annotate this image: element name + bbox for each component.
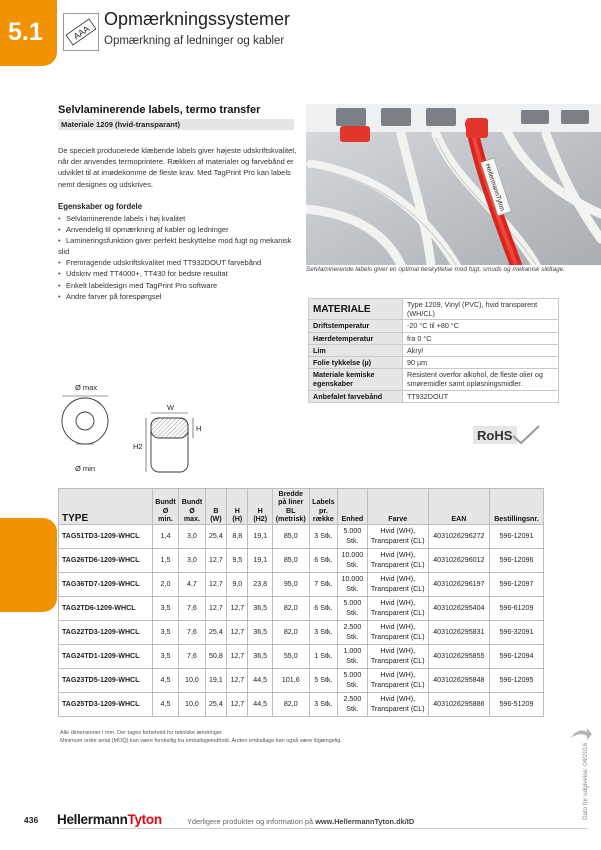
table-row <box>59 525 544 549</box>
w-label: W <box>167 403 175 412</box>
table-cell: TAG51TD3-1209-WHCL <box>59 525 153 549</box>
table-body <box>59 525 544 717</box>
footer-text <box>187 817 414 826</box>
brand-logo <box>57 812 162 827</box>
h-label: H <box>196 424 202 433</box>
col-bundle-max: Bundt Ø max. <box>179 489 205 525</box>
table-cell: 101,6 <box>272 669 309 693</box>
feature-item: • Anvendelig til opmærkning af kabler og ledninger <box>58 224 303 235</box>
material-value: Type 1209, Vinyl (PVC), hvid transparent (WH/CL) <box>403 299 559 320</box>
material-value: Akryl <box>403 344 559 356</box>
table-cell: 23,8 <box>248 573 272 597</box>
table-cell: 596-12097 <box>489 573 543 597</box>
table-cell: 4031026295848 <box>428 669 489 693</box>
table-cell: 596-51209 <box>489 693 543 717</box>
material-key: Driftstemperatur <box>309 320 403 332</box>
col-liner: Bredde på liner BL (metrisk) <box>272 489 309 525</box>
intro-text: De specielt producerede klæbende labels giver højeste udskriftskvalitet, når der anvendes termoprintere. Rækken af materialer og farvebånd er udviklet til at imødekomme de fleste krav. Med TagPrint Pro kan labels nemt designes og udskrives. <box>58 146 297 189</box>
product-title: Selvlaminerende labels, termo transfer <box>58 104 261 116</box>
material-row <box>309 390 559 402</box>
table-cell: 4031026295855 <box>428 645 489 669</box>
table-cell: 44,5 <box>248 669 272 693</box>
table-cell: 4031026295404 <box>428 597 489 621</box>
table-cell: 10,0 <box>179 669 205 693</box>
material-key: Lim <box>309 344 403 356</box>
table-cell: 2,0 <box>152 573 178 597</box>
col-type: TYPE <box>59 489 153 525</box>
material-value: -20 °C til +80 °C <box>403 320 559 332</box>
table-cell: 85,0 <box>272 549 309 573</box>
table-cell: TAG23TD5-1209-WHCL <box>59 669 153 693</box>
table-cell: 5.000 Stk. <box>338 525 368 549</box>
table-cell: 596-12096 <box>489 549 543 573</box>
material-key: Folie tykkelse (µ) <box>309 357 403 369</box>
material-row <box>309 320 559 332</box>
page-subtitle: Opmærkning af ledninger og kabler <box>104 35 285 47</box>
table-cell: 3,5 <box>152 645 178 669</box>
dimension-drawing <box>55 378 225 478</box>
photo-label-text: HellermannTyton <box>483 163 506 212</box>
photo-caption: Selvlaminerende labels giver en optimal beskyttelse mod fugt, smuds og mekanisk slidtage. <box>306 266 565 273</box>
brand-part-b: Tyton <box>127 812 162 827</box>
col-w: B (W) <box>205 489 226 525</box>
table-cell: 7,6 <box>179 597 205 621</box>
logo-text: AAA <box>71 23 92 42</box>
table-row <box>59 573 544 597</box>
table-row <box>59 693 544 717</box>
table-cell: 596-61209 <box>489 597 543 621</box>
table-cell: 5 Stk. <box>309 669 338 693</box>
rohs-text: RoHS <box>477 428 513 443</box>
material-key: MATERIALE <box>309 299 403 320</box>
table-cell: Hvid (WH), Transparent (CL) <box>367 669 428 693</box>
feature-item: • Udskriv med TT4000+, TT430 for bedste resultat <box>58 268 303 279</box>
table-cell: 10,0 <box>179 693 205 717</box>
table-cell: Hvid (WH), Transparent (CL) <box>367 645 428 669</box>
table-cell: 19,1 <box>205 669 226 693</box>
footer-info: Yderligere produkter og information på <box>187 817 314 826</box>
table-cell: Hvid (WH), Transparent (CL) <box>367 549 428 573</box>
col-color: Farve <box>367 489 428 525</box>
table-row <box>59 549 544 573</box>
material-table <box>308 298 559 403</box>
table-cell: 36,5 <box>248 621 272 645</box>
table-cell: TAG36TD7-1209-WHCL <box>59 573 153 597</box>
feature-item: • Andre farver på forespørgsel <box>58 291 303 302</box>
table-cell: 3,0 <box>179 549 205 573</box>
material-key: Materiale kemiske egenskaber <box>309 369 403 390</box>
table-cell: 25,4 <box>205 693 226 717</box>
table-cell: 3,5 <box>152 621 178 645</box>
table-cell: 3 Stk. <box>309 525 338 549</box>
rohs-badge <box>473 424 540 446</box>
table-cell: 36,5 <box>248 645 272 669</box>
feature-item: • Fremragende udskriftskvalitet med TT932DOUT farvebånd <box>58 257 303 268</box>
table-cell: TAG25TD3-1209-WHCL <box>59 693 153 717</box>
table-cell: 596-12091 <box>489 525 543 549</box>
col-h: H (H) <box>227 489 248 525</box>
table-cell: 36,5 <box>248 597 272 621</box>
table-cell: 3 Stk. <box>309 621 338 645</box>
table-cell: Hvid (WH), Transparent (CL) <box>367 597 428 621</box>
turn-page-arrow-icon <box>569 724 593 744</box>
table-cell: 12,7 <box>227 645 248 669</box>
table-header-row <box>59 489 544 525</box>
table-cell: 4031026295886 <box>428 693 489 717</box>
table-cell: 7 Stk. <box>309 573 338 597</box>
table-cell: 4,5 <box>152 693 178 717</box>
material-row <box>309 344 559 356</box>
table-cell: 2.500 Stk. <box>338 693 368 717</box>
d-min-label: Ø min <box>75 464 96 473</box>
table-cell: 3,5 <box>152 597 178 621</box>
table-cell: 596-32091 <box>489 621 543 645</box>
table-row <box>59 621 544 645</box>
table-cell: 5.000 Stk. <box>338 669 368 693</box>
page-number: 436 <box>24 815 39 825</box>
table-cell: 1.000 Stk. <box>338 645 368 669</box>
col-ean: EAN <box>428 489 489 525</box>
material-key: Anbefalet farvebånd <box>309 390 403 402</box>
table-cell: 19,1 <box>248 549 272 573</box>
material-row <box>309 299 559 320</box>
table-row <box>59 669 544 693</box>
table-cell: 25,4 <box>205 525 226 549</box>
table-cell: 1 Stk. <box>309 645 338 669</box>
h2-label: H2 <box>133 442 143 451</box>
table-cell: 3,0 <box>179 525 205 549</box>
material-value: Resistent overfor alkohol, de fleste olier og smøremidler samt opløsningsmidler. <box>403 369 559 390</box>
material-row <box>309 332 559 344</box>
d-max-label: Ø max <box>75 383 98 392</box>
brand-part-a: Hellermann <box>57 812 128 827</box>
table-cell: 4,5 <box>152 669 178 693</box>
table-cell: TAG24TD1-1209-WHCL <box>59 645 153 669</box>
table-cell: TAG26TD6-1209-WHCL <box>59 549 153 573</box>
table-cell: 25,4 <box>205 621 226 645</box>
material-row <box>309 369 559 390</box>
page-title: Opmærkningssystemer <box>104 9 291 29</box>
table-cell: 82,0 <box>272 621 309 645</box>
table-cell: 10.000 Stk. <box>338 573 368 597</box>
table-cell: 10.000 Stk. <box>338 549 368 573</box>
col-h2: H (H2) <box>248 489 272 525</box>
table-cell: 4031026296012 <box>428 549 489 573</box>
feature-item: • Lamineringsfunktion giver perfekt beskyttelse mod fugt og mekanisk slid <box>58 235 303 257</box>
table-cell: 12,7 <box>227 621 248 645</box>
table-cell: 12,7 <box>205 549 226 573</box>
table-cell: 12,7 <box>205 573 226 597</box>
table-cell: 1,5 <box>152 549 178 573</box>
table-cell: 596-12094 <box>489 645 543 669</box>
table-cell: 6 Stk. <box>309 549 338 573</box>
col-unit: Enhed <box>338 489 368 525</box>
table-cell: 12,7 <box>205 597 226 621</box>
product-photo <box>306 104 601 265</box>
table-cell: 95,0 <box>272 573 309 597</box>
features-list <box>58 213 303 302</box>
table-cell: Hvid (WH), Transparent (CL) <box>367 573 428 597</box>
product-table <box>58 488 544 717</box>
features-heading: Egenskaber og fordele <box>58 202 143 211</box>
material-key: Hærdetemperatur <box>309 332 403 344</box>
table-cell: 9,5 <box>227 549 248 573</box>
table-cell: 3 Stk. <box>309 693 338 717</box>
table-cell: 85,0 <box>272 525 309 549</box>
feature-item: • Enkelt labeldesign med TagPrint Pro software <box>58 280 303 291</box>
table-cell: 4,7 <box>179 573 205 597</box>
col-labels: Labels pr. række <box>309 489 338 525</box>
table-cell: Hvid (WH), Transparent (CL) <box>367 525 428 549</box>
label-logo-icon <box>63 13 99 51</box>
notes <box>60 730 342 745</box>
table-cell: 596-12095 <box>489 669 543 693</box>
side-tab <box>0 518 57 612</box>
material-value: 90 µm <box>403 357 559 369</box>
section-number: 5.1 <box>8 18 43 46</box>
table-cell: TAG22TD3-1209-WHCL <box>59 621 153 645</box>
table-cell: 50,8 <box>205 645 226 669</box>
feature-item: • Selvlaminerende labels i høj kvalitet <box>58 213 303 224</box>
table-cell: 1,4 <box>152 525 178 549</box>
table-cell: 5.000 Stk. <box>338 597 368 621</box>
table-cell: Hvid (WH), Transparent (CL) <box>367 693 428 717</box>
table-cell: Hvid (WH), Transparent (CL) <box>367 621 428 645</box>
table-cell: 82,0 <box>272 597 309 621</box>
table-cell: 12,7 <box>227 597 248 621</box>
table-cell: 6 Stk. <box>309 597 338 621</box>
material-row <box>309 357 559 369</box>
col-bundle-min: Bundt Ø min. <box>152 489 178 525</box>
table-cell: 2.500 Stk. <box>338 621 368 645</box>
material-value: fra 0 °C <box>403 332 559 344</box>
table-row <box>59 645 544 669</box>
table-cell: 8,8 <box>227 525 248 549</box>
table-cell: 12,7 <box>227 669 248 693</box>
table-cell: 55,0 <box>272 645 309 669</box>
note-line: Alle dimensioner i mm. Der tages forbehold for tekniske ændringer. <box>60 730 223 736</box>
material-value: TT932DOUT <box>403 390 559 402</box>
table-cell: 4031026296197 <box>428 573 489 597</box>
footer-url[interactable]: www.HellermannTyton.dk/ID <box>315 817 415 826</box>
publication-date: Dato for udgivelse: 04/2016 <box>582 742 589 820</box>
table-cell: 9,0 <box>227 573 248 597</box>
footer-divider <box>58 828 588 829</box>
note-line: Minimum ordre antal (MOQ) kan være forskellig fra emballageindhold. Anden emballage kan også være tilgængelig. <box>60 737 342 744</box>
material-bar: Materiale 1209 (hvid-transparant) <box>58 119 294 130</box>
table-row <box>59 597 544 621</box>
table-cell: 4031026296272 <box>428 525 489 549</box>
table-cell: 19,1 <box>248 525 272 549</box>
table-cell: 82,0 <box>272 693 309 717</box>
table-cell: 7,6 <box>179 645 205 669</box>
table-cell: 44,5 <box>248 693 272 717</box>
col-order: Bestillingsnr. <box>489 489 543 525</box>
table-cell: 4031026295831 <box>428 621 489 645</box>
table-cell: 12,7 <box>227 693 248 717</box>
table-cell: 7,6 <box>179 621 205 645</box>
table-cell: TAG2TD6-1209-WHCL <box>59 597 153 621</box>
